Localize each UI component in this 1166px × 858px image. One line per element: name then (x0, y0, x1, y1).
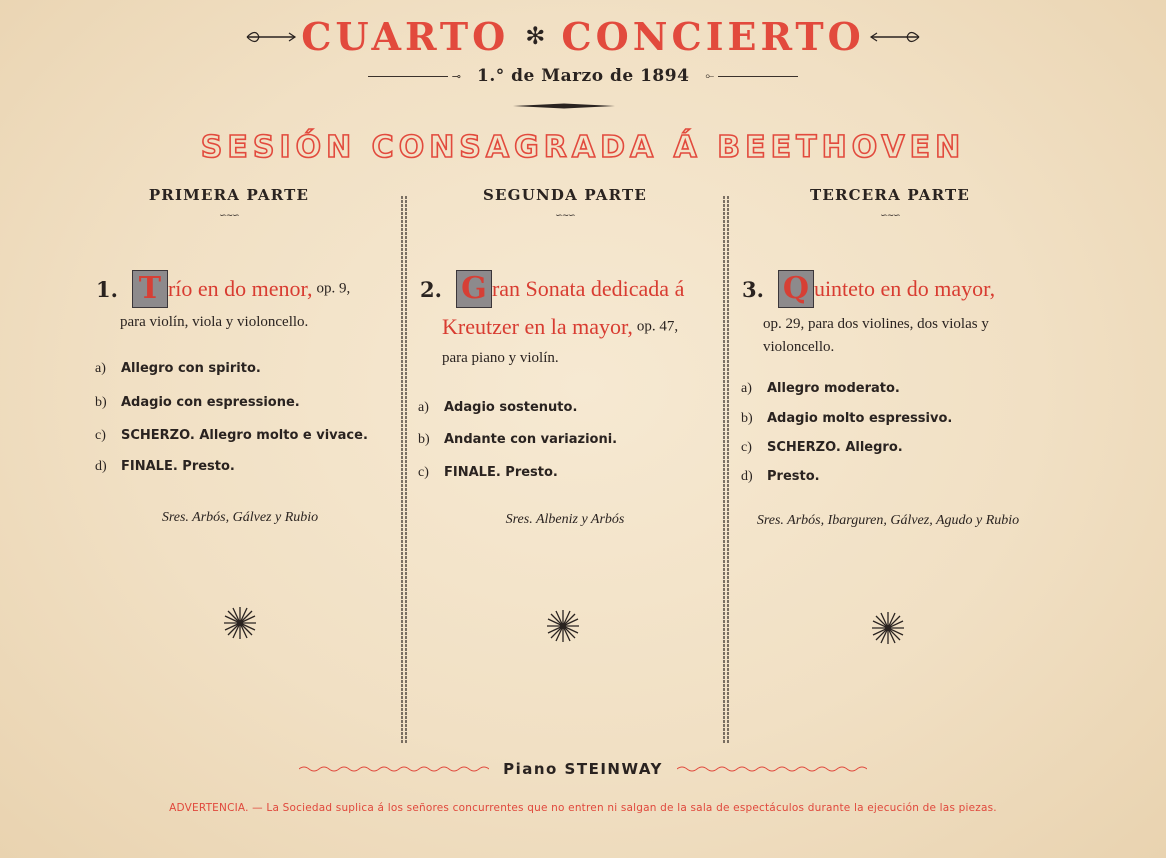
movement-item: b) Andante con variazioni. (418, 432, 618, 447)
movement-item: c) FINALE. Presto. (418, 465, 558, 480)
movement-item: c) SCHERZO. Allegro. (741, 440, 903, 455)
flourish-right-icon (869, 29, 921, 45)
work-number: 3. (742, 276, 764, 302)
asterisk-ornament-icon (545, 608, 581, 644)
work-2-title-line2 (442, 314, 678, 340)
asterisk-ornament-icon (870, 610, 906, 646)
work-1-title (96, 270, 396, 308)
movement-item: a) Adagio sostenuto. (418, 400, 578, 415)
star-ornament-icon: ✻ (525, 24, 546, 50)
part-heading: SEGUNDA PARTE (483, 186, 647, 204)
piano-steinway: Piano STEINWAY (503, 760, 663, 779)
date-line (0, 66, 1166, 86)
movement-item: a) Allegro moderato. (741, 381, 900, 396)
work-opus: op. 9, (316, 280, 351, 297)
asterisk-ornament-icon (222, 605, 258, 641)
performers: Sres. Arbós, Gálvez y Rubio (161, 510, 319, 525)
work-title: ran Sonata dedicada á (491, 276, 685, 301)
movement-item: a) Allegro con spirito. (95, 361, 261, 376)
wave-right-icon (677, 764, 867, 774)
session-title: SESIÓN CONSAGRADA Á BEETHOVEN (200, 130, 966, 165)
part-segunda (410, 186, 720, 221)
illuminated-initial: Q (778, 270, 814, 308)
work-3-description-line1: op. 29, para dos violines, dos violas y (763, 316, 989, 332)
part-heading: PRIMERA PARTE (148, 186, 310, 204)
work-title: uinteto en do mayor, (813, 276, 996, 301)
work-opus: op. 47, (636, 318, 679, 335)
small-ornament-icon: ∽∼∽ (219, 210, 239, 220)
work-2-title (420, 270, 720, 308)
piano-line (0, 760, 1166, 778)
work-title: río en do menor, (167, 276, 313, 301)
movement-item: d) FINALE. Presto. (95, 459, 235, 474)
knot-left-icon: ⊸ (451, 70, 461, 83)
part-primera (88, 186, 398, 221)
title-concierto: CONCIERTO (561, 14, 865, 59)
column-divider-left (400, 196, 408, 744)
work-2-description: para piano y violín. (442, 350, 559, 366)
wave-left-icon (299, 764, 489, 774)
work-3-description-line2: violoncello. (763, 339, 835, 355)
rule-left (368, 76, 448, 77)
movement-item: b) Adagio con espressione. (95, 395, 300, 410)
movement-item: c) SCHERZO. Allegro molto e vivace. (95, 428, 368, 443)
performers: Sres. Albeniz y Arbós (505, 512, 625, 527)
small-ornament-icon: ∽∼∽ (555, 210, 575, 220)
small-ornament-icon: ∽∼∽ (880, 210, 900, 220)
column-divider-right (722, 196, 730, 744)
rule-right (718, 76, 798, 77)
work-3-title (742, 270, 1062, 308)
work-number: 2. (420, 276, 442, 302)
part-tercera (740, 186, 1040, 221)
part-heading: TERCERA PARTE (810, 186, 970, 204)
illuminated-initial: G (456, 270, 492, 308)
warning-notice: ADVERTENCIA. — La Sociedad suplica á los señores concurrentes que no entren ni salgan de la sala de espectáculos durante la ejecución de las piezas. (169, 802, 997, 814)
illuminated-initial: T (132, 270, 168, 308)
movement-item: d) Presto. (741, 469, 820, 484)
performers: Sres. Arbós, Ibarguren, Gálvez, Agudo y Rubio (756, 513, 1020, 528)
concert-title (0, 14, 1166, 59)
title-cuarto: CUARTO (301, 14, 510, 59)
divider-ornament (513, 103, 615, 109)
flourish-left-icon (245, 29, 297, 45)
concert-date: 1.° de Marzo de 1894 (476, 66, 690, 86)
knot-right-icon: ⟜ (705, 69, 715, 82)
work-title-line2: Kreutzer en la mayor, (442, 314, 633, 339)
work-number: 1. (96, 276, 118, 302)
movement-item: b) Adagio molto espressivo. (741, 411, 953, 426)
work-1-description: para violín, viola y violoncello. (120, 314, 309, 330)
